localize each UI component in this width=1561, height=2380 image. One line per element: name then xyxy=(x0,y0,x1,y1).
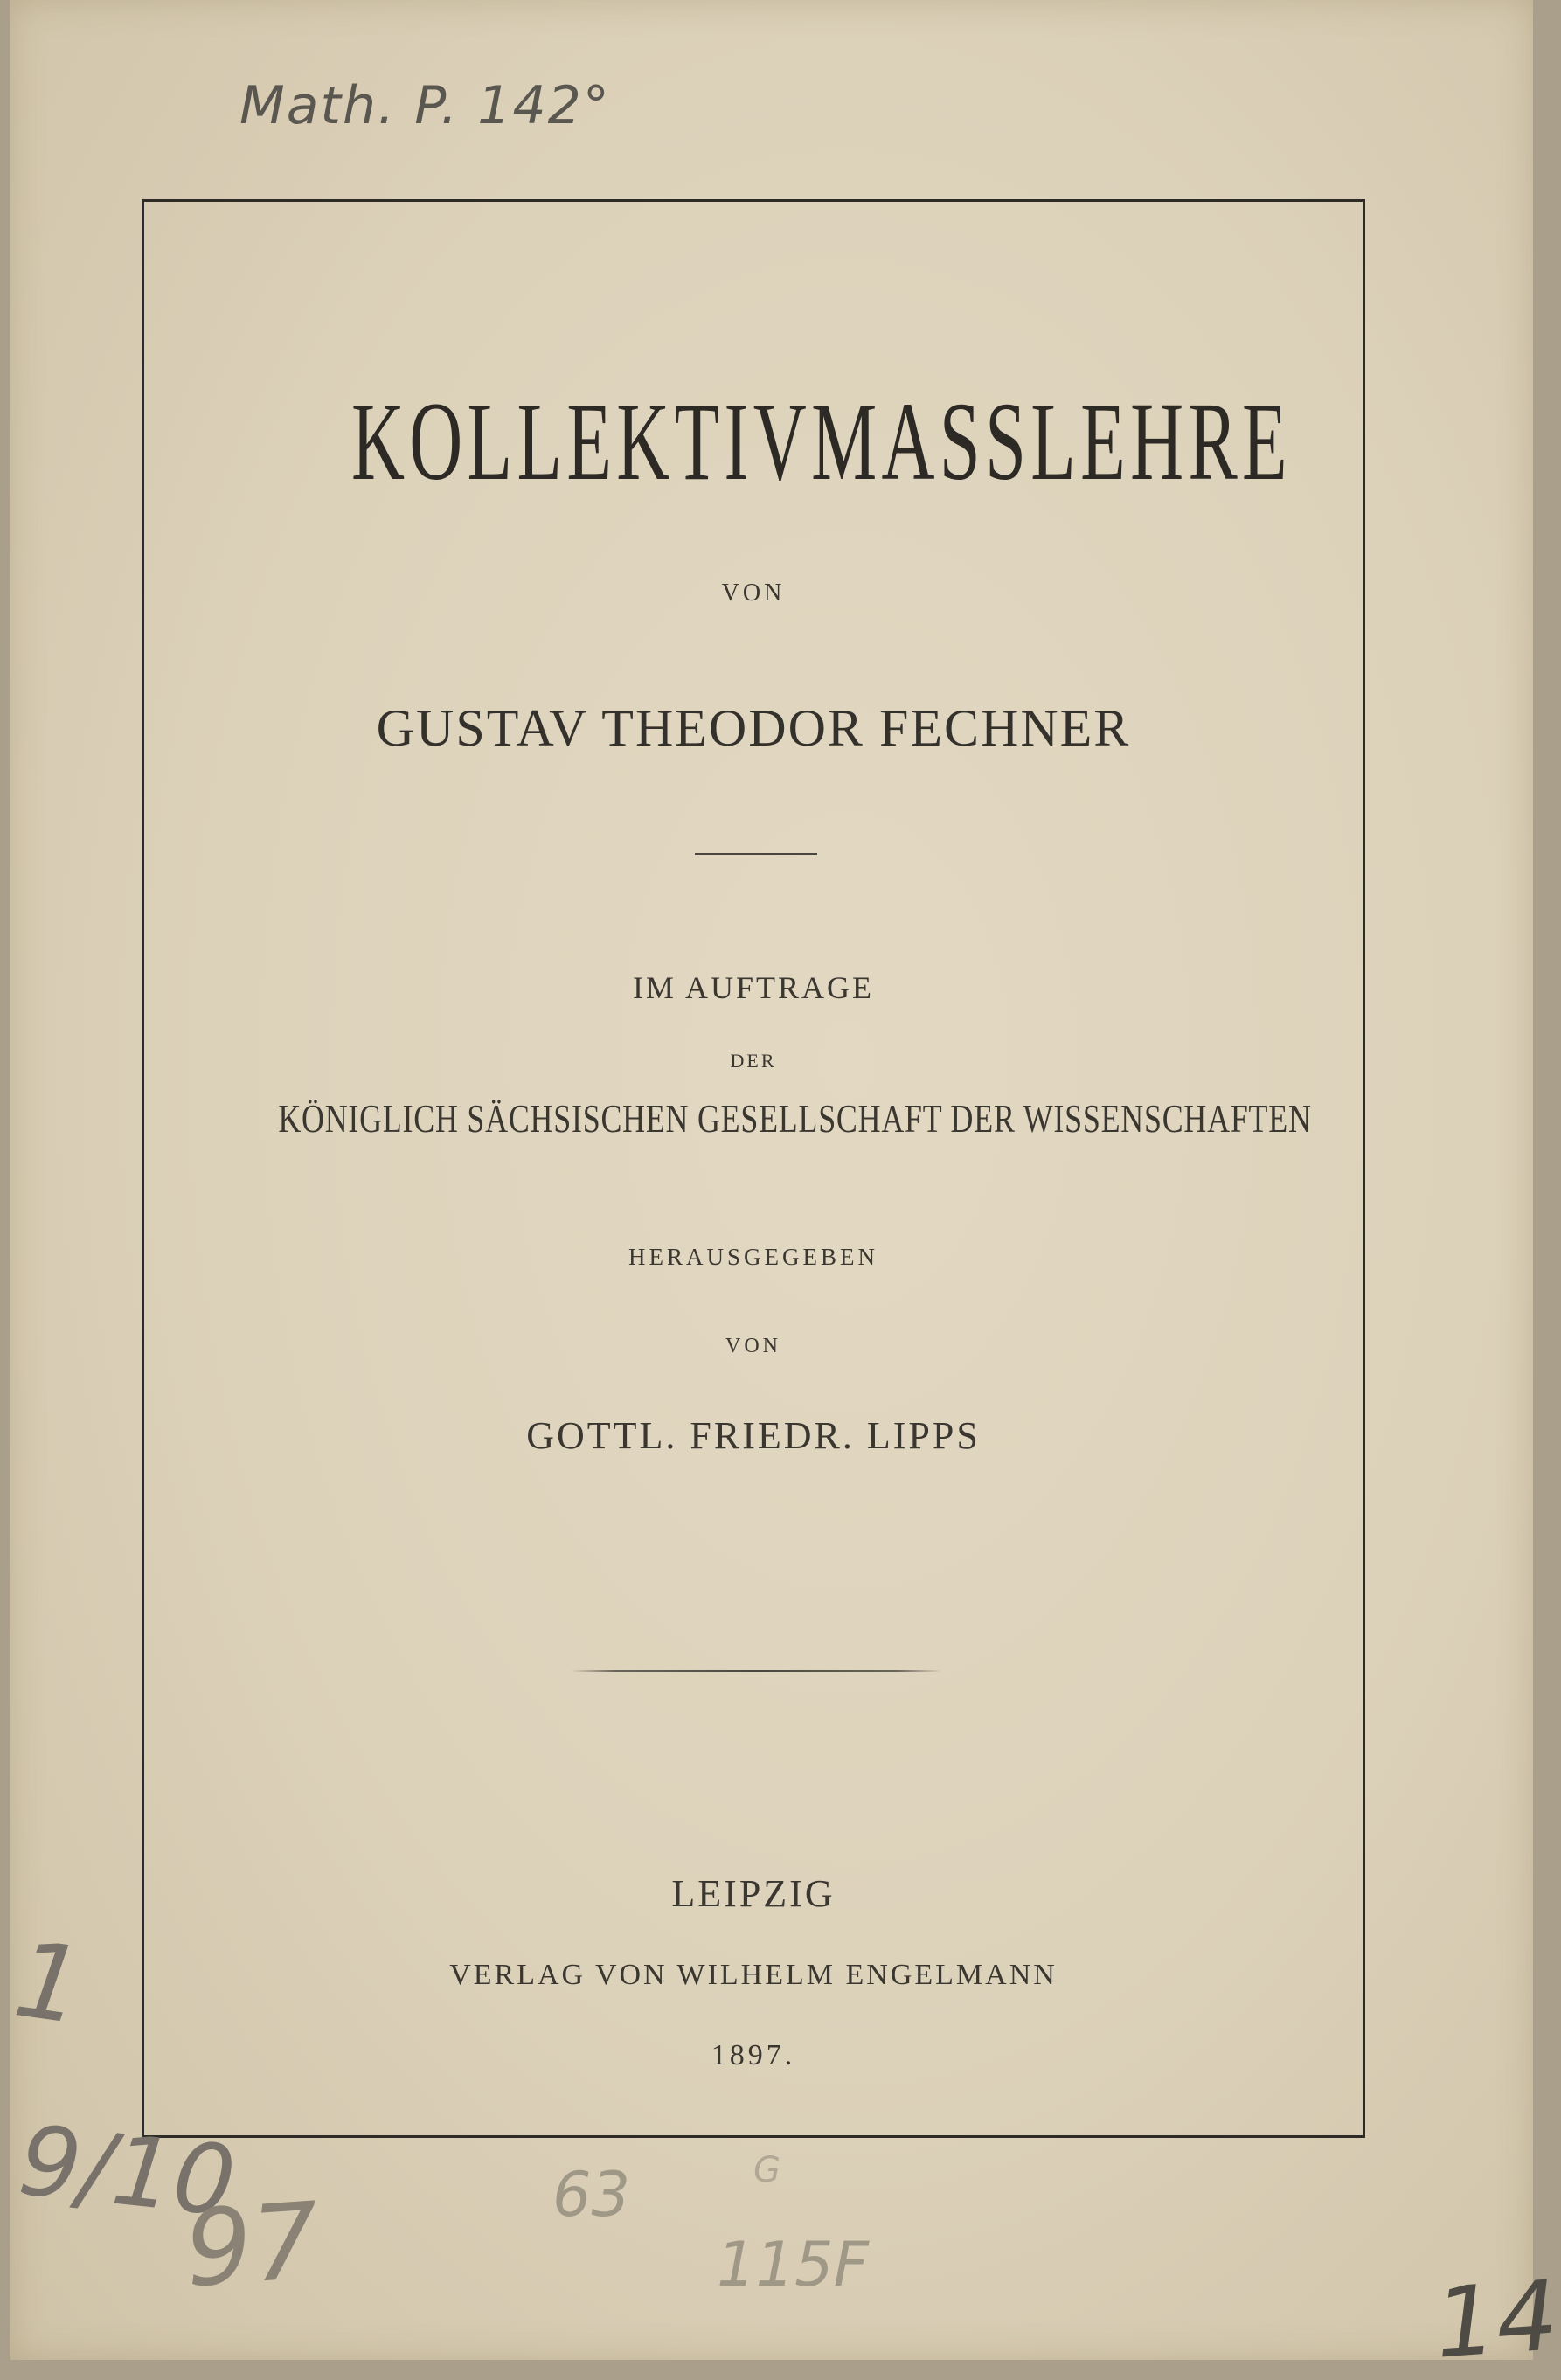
page-frame xyxy=(142,199,1365,2138)
edited-label: HERAUSGEGEBEN xyxy=(628,1244,878,1270)
author-name: GUSTAV THEODOR FECHNER xyxy=(376,699,1131,757)
society-name: KÖNIGLICH SÄCHSISCHEN GESELLSCHAFT DER WISSENSCHAFTEN xyxy=(278,1096,1312,1141)
by-label: VON xyxy=(721,579,786,607)
handwritten-shelfmark: Math. P. 142° xyxy=(239,75,611,136)
commission-line: IM AUFTRAGE xyxy=(632,970,875,1005)
publication-year: 1897. xyxy=(711,2039,796,2071)
of-label: DER xyxy=(730,1050,777,1072)
pencil-note: 14 xyxy=(1431,2259,1561,2380)
editor-by-label: VON xyxy=(725,1335,781,1357)
pencil-note: 97 xyxy=(181,2180,323,2312)
publisher-name: VERLAG VON WILHELM ENGELMANN xyxy=(449,1959,1058,1991)
book-title: KOLLEKTIVMASSLEHRE xyxy=(350,379,1292,503)
pencil-note: 1 xyxy=(7,1919,91,2049)
pencil-note: 63 xyxy=(552,2159,631,2231)
divider-rule xyxy=(695,853,817,855)
title-page xyxy=(7,0,1561,2380)
ornamental-rule xyxy=(571,1670,941,1672)
pencil-note: 115F xyxy=(717,2229,869,2300)
pencil-note: 9/10 xyxy=(13,2104,241,2238)
editor-name: GOTTL. FRIEDR. LIPPS xyxy=(526,1414,981,1457)
pencil-note: G xyxy=(753,2150,780,2190)
imprint-city: LEIPZIG xyxy=(671,1872,836,1915)
